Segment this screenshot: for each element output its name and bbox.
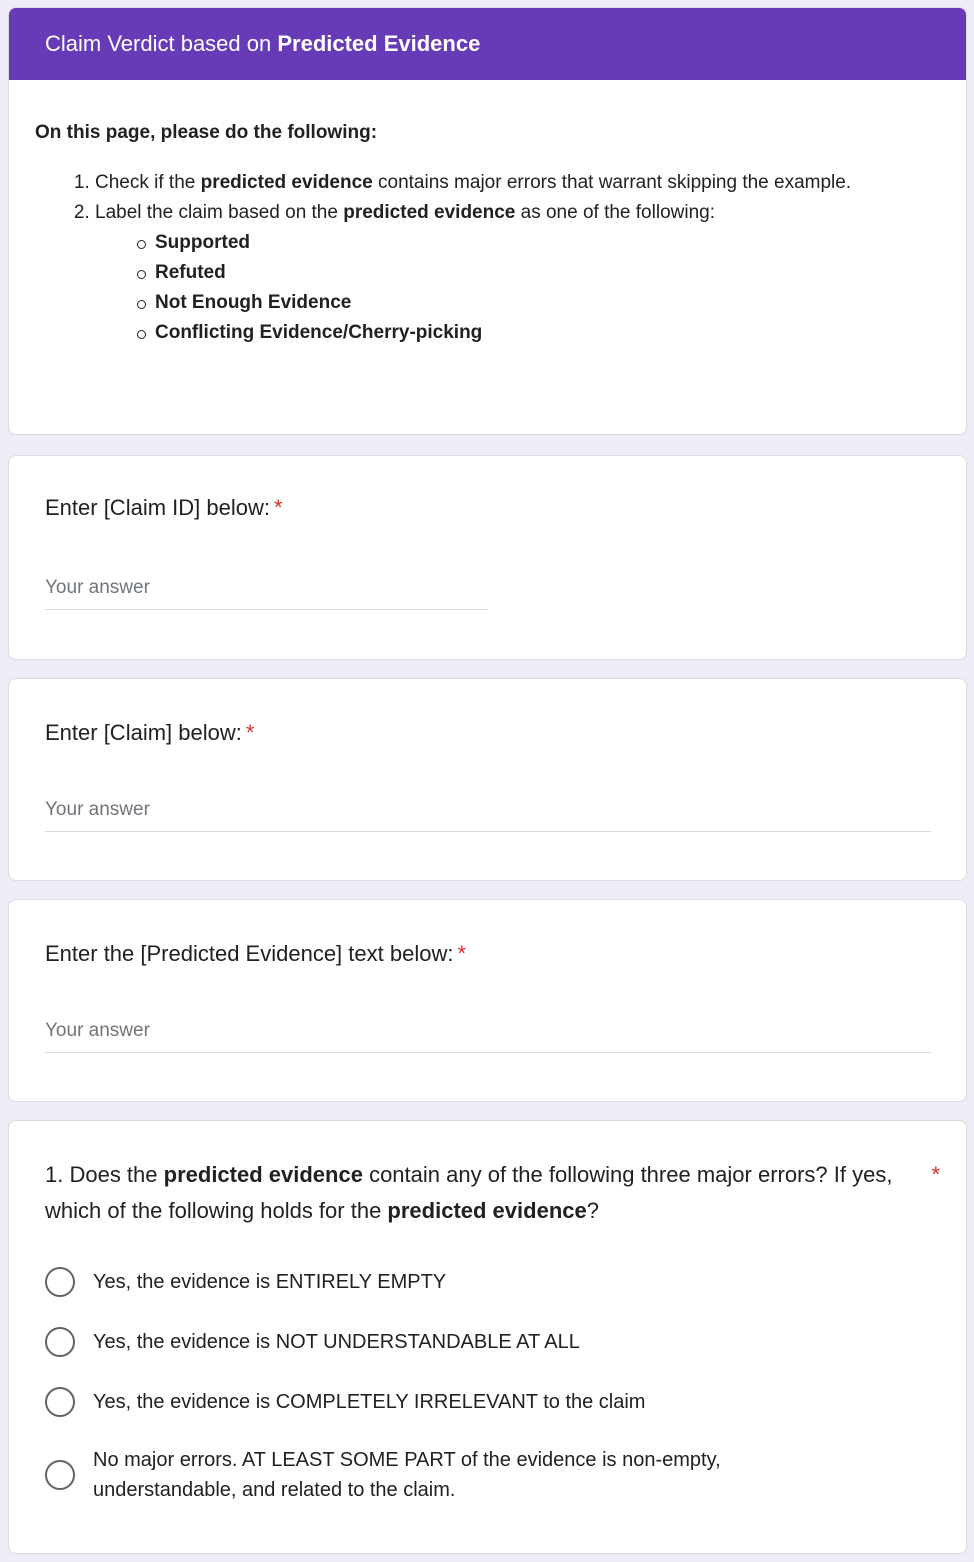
option-label: No major errors. AT LEAST SOME PART of the evidence is non-empty, understandable, and related to the claim.	[93, 1449, 721, 1501]
step-2	[95, 198, 940, 348]
required-asterisk: *	[273, 495, 283, 520]
option-label: Yes, the evidence is COMPLETELY IRRELEVANT to the claim	[93, 1391, 646, 1413]
label-conflicting-evidence: Conflicting Evidence/Cherry-picking	[137, 318, 940, 348]
question-text-4: predicted evidence	[387, 1198, 587, 1223]
question-title-text: Enter [Claim ID] below:	[45, 495, 270, 520]
option-label: Yes, the evidence is NOT UNDERSTANDABLE AT ALL	[93, 1331, 580, 1353]
claim-id-input[interactable]: Your answer	[45, 576, 488, 610]
required-asterisk: *	[245, 720, 255, 745]
radio-button[interactable]	[45, 1327, 75, 1357]
instructions-steps	[35, 168, 940, 348]
radio-button[interactable]	[45, 1460, 75, 1490]
option-no-major-errors[interactable]	[45, 1445, 805, 1505]
question-title-text: Enter [Claim] below:	[45, 720, 242, 745]
instructions-lead: On this page, please do the following:	[35, 122, 378, 143]
option-not-understandable[interactable]	[45, 1327, 580, 1357]
label-not-enough-evidence: Not Enough Evidence	[137, 288, 940, 318]
section-description	[9, 80, 966, 348]
label-refuted: Refuted	[137, 258, 940, 288]
section-title-bold: Predicted Evidence	[277, 31, 481, 56]
question-text-1: 1. Does the	[45, 1162, 164, 1187]
step-2-text-b: predicted evidence	[343, 202, 516, 223]
question-major-errors-card	[8, 1120, 967, 1554]
step-1-text-b: predicted evidence	[200, 172, 373, 193]
label-supported: Supported	[137, 228, 940, 258]
option-completely-irrelevant[interactable]	[45, 1387, 645, 1417]
step-1-text-c: contains major errors that warrant skipping the example.	[372, 172, 852, 193]
predicted-evidence-input[interactable]: Your answer	[45, 1019, 931, 1053]
option-entirely-empty[interactable]	[45, 1267, 446, 1297]
question-claim-id-card	[8, 455, 967, 660]
required-asterisk: *	[457, 941, 467, 966]
question-text-2: predicted evidence	[163, 1162, 363, 1187]
section-title-prefix: Claim Verdict based on	[45, 31, 278, 56]
section-header-card	[8, 7, 967, 435]
question-title	[45, 490, 283, 526]
question-text-5: ?	[586, 1198, 599, 1223]
radio-button[interactable]	[45, 1267, 75, 1297]
question-title-text: Enter the [Predicted Evidence] text below:	[45, 941, 454, 966]
question-title	[45, 936, 466, 972]
question-claim-card	[8, 678, 967, 881]
step-1	[95, 168, 940, 198]
question-text-3: contain any of the following three major errors? If yes, which of the following holds for the	[45, 1162, 893, 1223]
question-title	[45, 715, 254, 751]
option-label: Yes, the evidence is ENTIRELY EMPTY	[93, 1271, 447, 1293]
radio-button[interactable]	[45, 1387, 75, 1417]
step-2-text-a: Label the claim based on the	[95, 202, 344, 223]
step-1-text-a: Check if the	[95, 172, 201, 193]
section-title	[9, 8, 966, 80]
claim-input[interactable]: Your answer	[45, 798, 931, 832]
step-2-text-c: as one of the following:	[515, 202, 715, 223]
question-title	[45, 1157, 915, 1229]
label-options-list	[95, 228, 940, 348]
question-evidence-card	[8, 899, 967, 1102]
required-asterisk: *	[931, 1162, 940, 1187]
